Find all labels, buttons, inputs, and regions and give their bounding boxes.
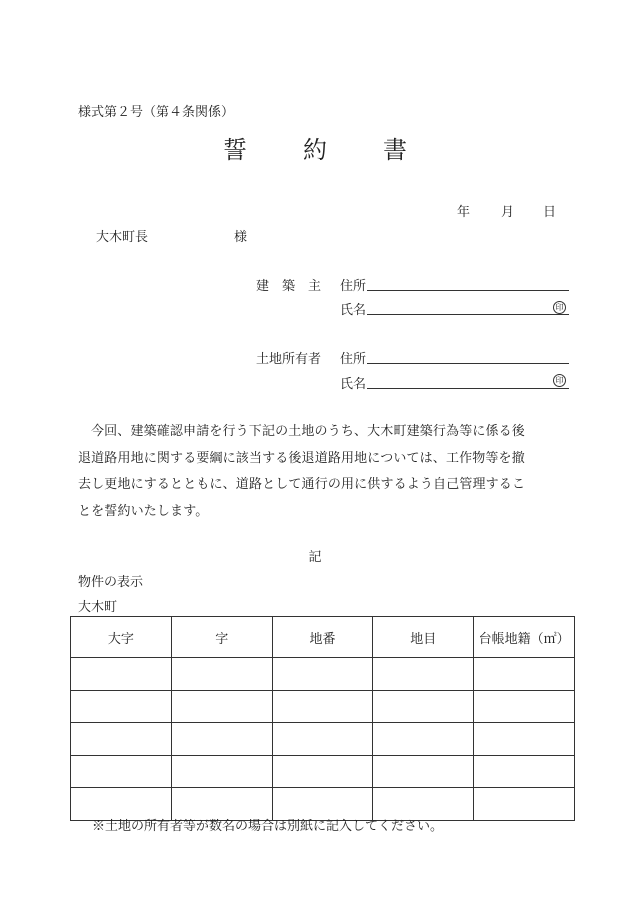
title-char-3: 書 <box>383 136 407 164</box>
paragraph-line: 退道路用地に関する要綱に該当する後退道路用地については、工作物等を撤 <box>78 450 525 466</box>
builder-name-label: 氏名 <box>340 303 367 318</box>
table-cell <box>71 755 172 788</box>
table-cell <box>474 723 575 756</box>
addressee <box>96 226 247 245</box>
table-cell <box>474 755 575 788</box>
table-cell <box>474 658 575 691</box>
table-cell <box>272 755 373 788</box>
table-cell <box>373 723 474 756</box>
property-label: 物件の表示 <box>78 575 144 590</box>
landowner-name-label: 氏名 <box>340 377 367 392</box>
header-aza: 字 <box>171 617 272 658</box>
header-chiban: 地番 <box>272 617 373 658</box>
property-table <box>70 616 575 821</box>
builder-address-field <box>367 290 569 291</box>
table-cell <box>71 690 172 723</box>
date-day: 日 <box>543 205 557 220</box>
builder-label: 建 築 主 <box>256 279 322 294</box>
paragraph-line: とを誓約いたします。 <box>78 503 209 519</box>
header-oaza: 大字 <box>71 617 172 658</box>
addressee-honorific: 様 <box>234 230 248 245</box>
town-name: 大木町 <box>78 600 118 615</box>
addressee-name: 大木町長 <box>96 230 149 245</box>
landowner-name-field <box>367 388 569 389</box>
table-row <box>71 755 575 788</box>
header-chimoku: 地目 <box>373 617 474 658</box>
table-cell <box>71 723 172 756</box>
table-header-row <box>71 617 575 658</box>
document-title <box>0 130 630 165</box>
ki-heading: 記 <box>308 550 322 565</box>
table-cell <box>272 723 373 756</box>
landowner-address-label: 住所 <box>340 352 367 367</box>
table-cell <box>373 690 474 723</box>
header-area: 台帳地籍（㎡） <box>474 617 575 658</box>
table-cell <box>474 690 575 723</box>
builder-seal-mark: 印 <box>553 301 566 314</box>
pledge-paragraph <box>78 419 578 525</box>
form-number: 様式第２号（第４条関係） <box>78 105 235 120</box>
date-year: 年 <box>457 205 471 220</box>
table-cell <box>272 690 373 723</box>
paragraph-line: 今回、建築確認申請を行う下記の土地のうち、大木町建築行為等に係る後 <box>91 424 525 439</box>
table-cell <box>474 788 575 821</box>
table-cell <box>171 658 272 691</box>
table-cell <box>373 755 474 788</box>
table-row <box>71 723 575 756</box>
table-cell <box>272 658 373 691</box>
table-cell <box>171 690 272 723</box>
footnote: ※土地の所有者等が数名の場合は別紙に記入してください。 <box>92 819 444 834</box>
landowner-seal-mark: 印 <box>553 374 566 387</box>
landowner-address-field <box>367 363 569 364</box>
landowner-label: 土地所有者 <box>256 352 322 367</box>
table-row <box>71 690 575 723</box>
table-cell <box>171 723 272 756</box>
builder-address-label: 住所 <box>340 279 367 294</box>
table-cell <box>71 658 172 691</box>
paragraph-line: 去し更地にするとともに、道路として通行の用に供するよう自己管理するこ <box>78 477 526 492</box>
title-char-1: 誓 <box>223 136 247 164</box>
date-month: 月 <box>501 205 515 220</box>
table-cell <box>171 755 272 788</box>
table-row <box>71 658 575 691</box>
builder-name-field <box>367 314 569 315</box>
table-cell <box>373 658 474 691</box>
title-char-2: 約 <box>303 136 327 164</box>
